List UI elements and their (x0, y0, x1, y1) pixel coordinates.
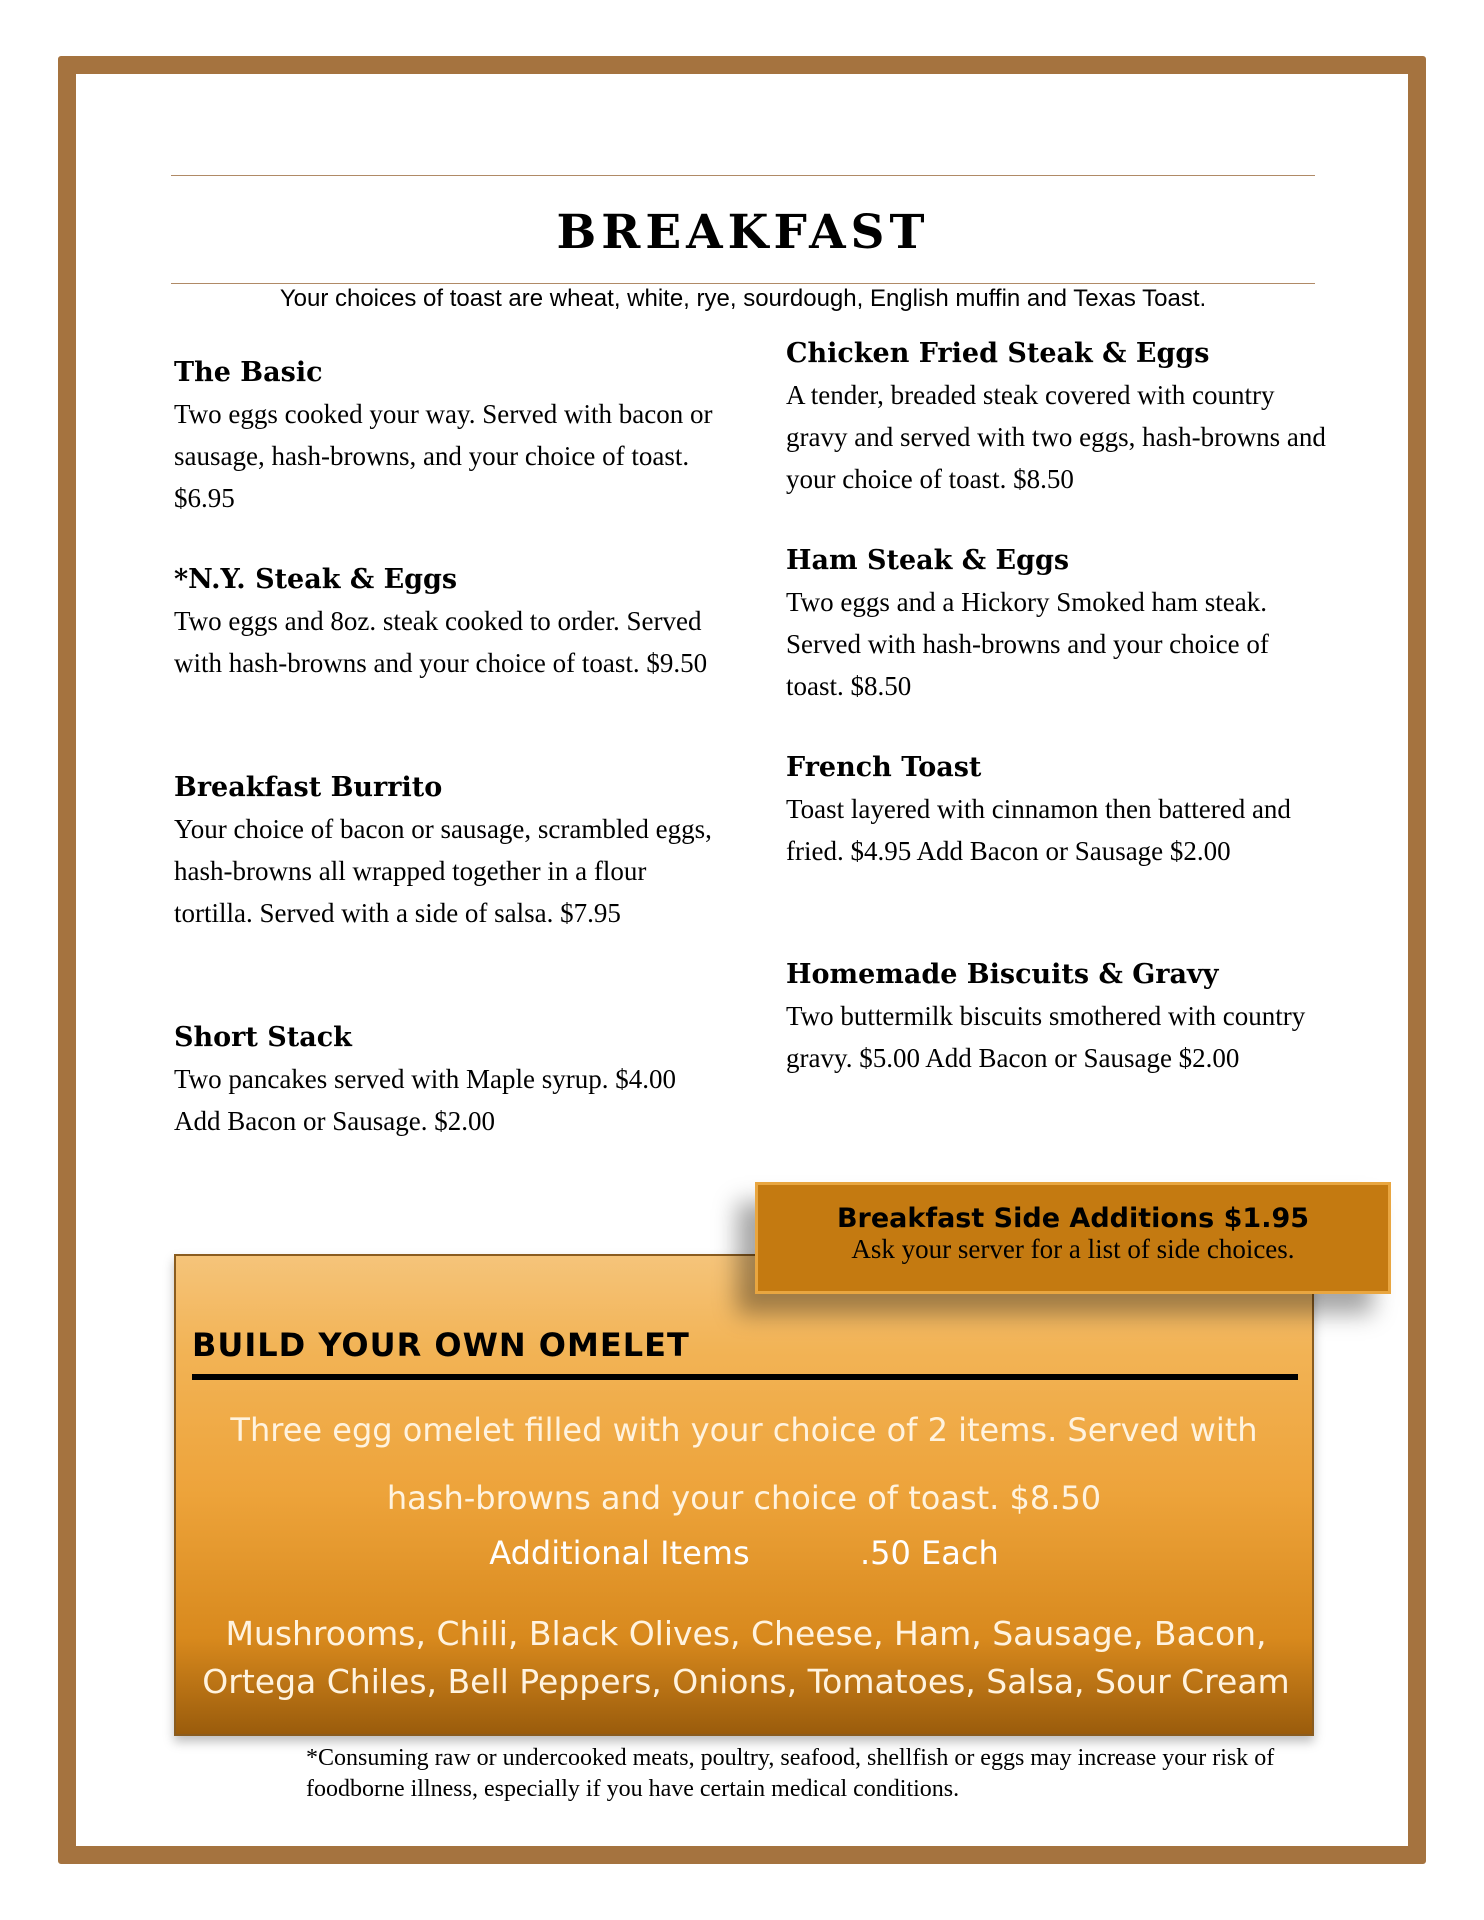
omelet-description-line: hash-browns and your choice of toast. $8.50 (386, 1479, 1102, 1517)
menu-item-name: *N.Y. Steak & Eggs (174, 564, 458, 595)
omelet-description (176, 1396, 1312, 1532)
menu-item-description: Your choice of bacon or sausage, scrambled eggs, hash-browns all wrapped together in a flour tortilla. Served with a side of salsa. $7.95 (174, 814, 712, 928)
menu-item-the-basic (174, 353, 714, 519)
additional-items-price: .50 Each (859, 1534, 999, 1572)
menu-item-name: Ham Steak & Eggs (786, 545, 1070, 576)
omelet-description-line: Three egg omelet filled with your choice of 2 items. Served with (230, 1411, 1258, 1449)
page-title: BREAKFAST (556, 205, 930, 260)
menu-item-breakfast-burrito (174, 768, 714, 934)
menu-item-ham-steak-eggs (786, 541, 1326, 707)
menu-item-biscuits-gravy (786, 955, 1326, 1079)
top-divider (171, 175, 1315, 176)
menu-item-name: Homemade Biscuits & Gravy (786, 959, 1219, 990)
side-additions-title: Breakfast Side Additions $1.95 (836, 1203, 1310, 1234)
omelet-heading: BUILD YOUR OWN OMELET (192, 1326, 690, 1364)
omelet-panel (174, 1254, 1314, 1736)
menu-item-ny-steak-eggs (174, 560, 714, 684)
side-additions-box (755, 1182, 1391, 1294)
menu-item-description: Two buttermilk biscuits smothered with country gravy. $5.00 Add Bacon or Sausage $2.00 (786, 1001, 1306, 1073)
menu-item-name: The Basic (174, 357, 323, 388)
omelet-divider (192, 1374, 1298, 1380)
menu-item-short-stack (174, 1018, 714, 1142)
toast-choices-note: Your choices of toast are wheat, white, rye, sourdough, English muffin and Texas Toast. (279, 285, 1207, 312)
omelet-fillings-list: Mushrooms, Chili, Black Olives, Cheese, Ham, Sausage, Bacon, Ortega Chiles, Bell Peppers, Onions, Tomatoes, Salsa, Sour Cream (202, 1614, 1290, 1701)
menu-item-description: Toast layered with cinnamon then battered and fried. $4.95 Add Bacon or Sausage $2.00 (786, 794, 1291, 866)
menu-item-description: Two eggs and a Hickory Smoked ham steak. Served with hash-browns and your choice of toast. $8.50 (786, 587, 1269, 701)
menu-item-description: Two eggs and 8oz. steak cooked to order. Served with hash-browns and your choice of toast. $9.50 (174, 606, 708, 678)
menu-item-name: Chicken Fried Steak & Eggs (786, 338, 1210, 369)
menu-item-french-toast (786, 748, 1326, 872)
menu-item-chicken-fried-steak (786, 334, 1326, 500)
food-safety-disclaimer: *Consuming raw or undercooked meats, poultry, seafood, shellfish or eggs may increase your risk of foodborne illness, especially if you have certain medical conditions. (306, 1745, 1275, 1802)
title-divider (171, 283, 1315, 284)
side-additions-note: Ask your server for a list of side choices. (851, 1234, 1295, 1264)
menu-item-name: Short Stack (174, 1022, 352, 1053)
additional-items-label: Additional Items (489, 1534, 750, 1572)
omelet-additional-items (176, 1534, 1312, 1572)
menu-item-description: Two eggs cooked your way. Served with bacon or sausage, hash-browns, and your choice of toast. $6.95 (174, 399, 713, 513)
menu-item-description: Two pancakes served with Maple syrup. $4.00 Add Bacon or Sausage. $2.00 (174, 1064, 676, 1136)
menu-item-name: French Toast (786, 752, 982, 783)
menu-item-name: Breakfast Burrito (174, 772, 443, 803)
menu-item-description: A tender, breaded steak covered with country gravy and served with two eggs, hash-browns and your choice of toast. $8.50 (786, 380, 1326, 494)
